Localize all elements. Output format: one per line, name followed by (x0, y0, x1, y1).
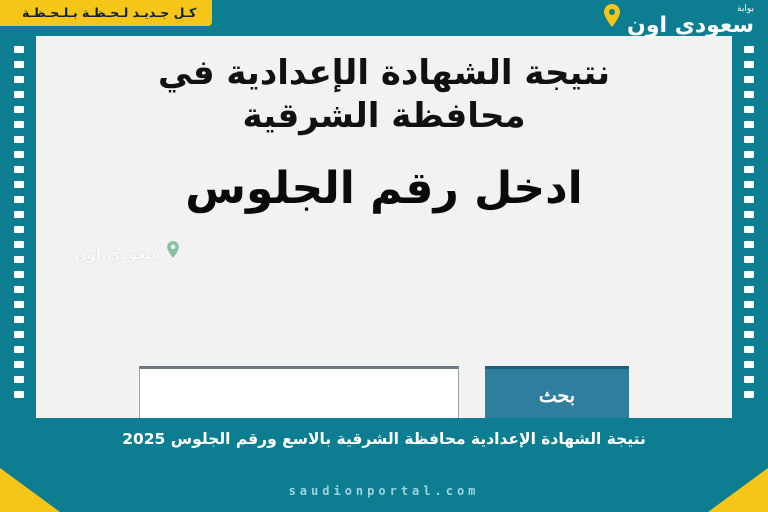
dash-mark (744, 136, 754, 143)
dash-mark (14, 271, 24, 278)
dash-mark (744, 271, 754, 278)
watermark-label: سعودي اون (74, 245, 161, 263)
dash-mark (744, 46, 754, 53)
dash-mark (14, 241, 24, 248)
dash-mark (14, 166, 24, 173)
dash-mark (744, 316, 754, 323)
left-dashed-decoration (14, 46, 24, 416)
dash-mark (744, 151, 754, 158)
dash-mark (14, 361, 24, 368)
dash-mark (744, 391, 754, 398)
dash-mark (744, 256, 754, 263)
dash-mark (14, 106, 24, 113)
dash-mark (14, 46, 24, 53)
headline-line-1: نتيجة الشهادة الإعدادية في (157, 53, 611, 93)
seat-number-form (36, 366, 732, 418)
dash-mark (14, 346, 24, 353)
top-bar (0, 0, 768, 38)
dash-mark (744, 301, 754, 308)
site-brand[interactable] (603, 0, 768, 38)
dash-mark (744, 361, 754, 368)
instruction-heading: ادخل رقم الجلوس (185, 163, 583, 214)
dash-mark (744, 166, 754, 173)
news-ribbon: كـل جـديـد لـحـظـة بـلـحـظـة (0, 0, 212, 26)
dash-mark (744, 376, 754, 383)
dash-mark (14, 76, 24, 83)
result-announcement-card (36, 36, 732, 418)
dash-mark (744, 121, 754, 128)
location-pin-icon (603, 4, 621, 38)
dash-mark (744, 91, 754, 98)
site-url-label: saudionportal.com (288, 484, 480, 498)
dash-mark (14, 226, 24, 233)
dash-mark (744, 226, 754, 233)
dash-mark (744, 106, 754, 113)
dash-mark (14, 301, 24, 308)
dash-mark (14, 316, 24, 323)
dash-mark (744, 76, 754, 83)
right-dashed-decoration (744, 46, 754, 416)
dash-mark (14, 181, 24, 188)
dash-mark (14, 61, 24, 68)
caption-text: نتيجة الشهادة الإعدادية محافظة الشرقية بالاسع ورقم الجلوس 2025 (122, 430, 646, 448)
dash-mark (14, 121, 24, 128)
dash-mark (14, 136, 24, 143)
search-button[interactable]: بحث (485, 366, 629, 418)
seat-number-input[interactable] (139, 366, 459, 418)
brand-prefix-label: بوابة (737, 4, 754, 14)
dash-mark (14, 211, 24, 218)
location-pin-icon (166, 241, 180, 267)
dash-mark (744, 196, 754, 203)
card-inner-surface (36, 36, 732, 418)
watermark (74, 241, 180, 267)
dash-mark (14, 376, 24, 383)
dash-mark (14, 91, 24, 98)
dash-mark (744, 211, 754, 218)
dash-mark (744, 241, 754, 248)
headline-line-2: محافظة الشرقية (242, 95, 526, 136)
dash-mark (14, 391, 24, 398)
dash-mark (744, 181, 754, 188)
dash-mark (744, 286, 754, 293)
dash-mark (14, 331, 24, 338)
page-title (36, 36, 732, 137)
dash-mark (744, 331, 754, 338)
dash-mark (744, 346, 754, 353)
brand-text-block (627, 5, 754, 37)
dash-mark (14, 196, 24, 203)
dash-mark (14, 256, 24, 263)
brand-name-label: سعودي اون (627, 13, 754, 38)
dash-mark (744, 61, 754, 68)
dash-mark (14, 151, 24, 158)
dash-mark (14, 286, 24, 293)
